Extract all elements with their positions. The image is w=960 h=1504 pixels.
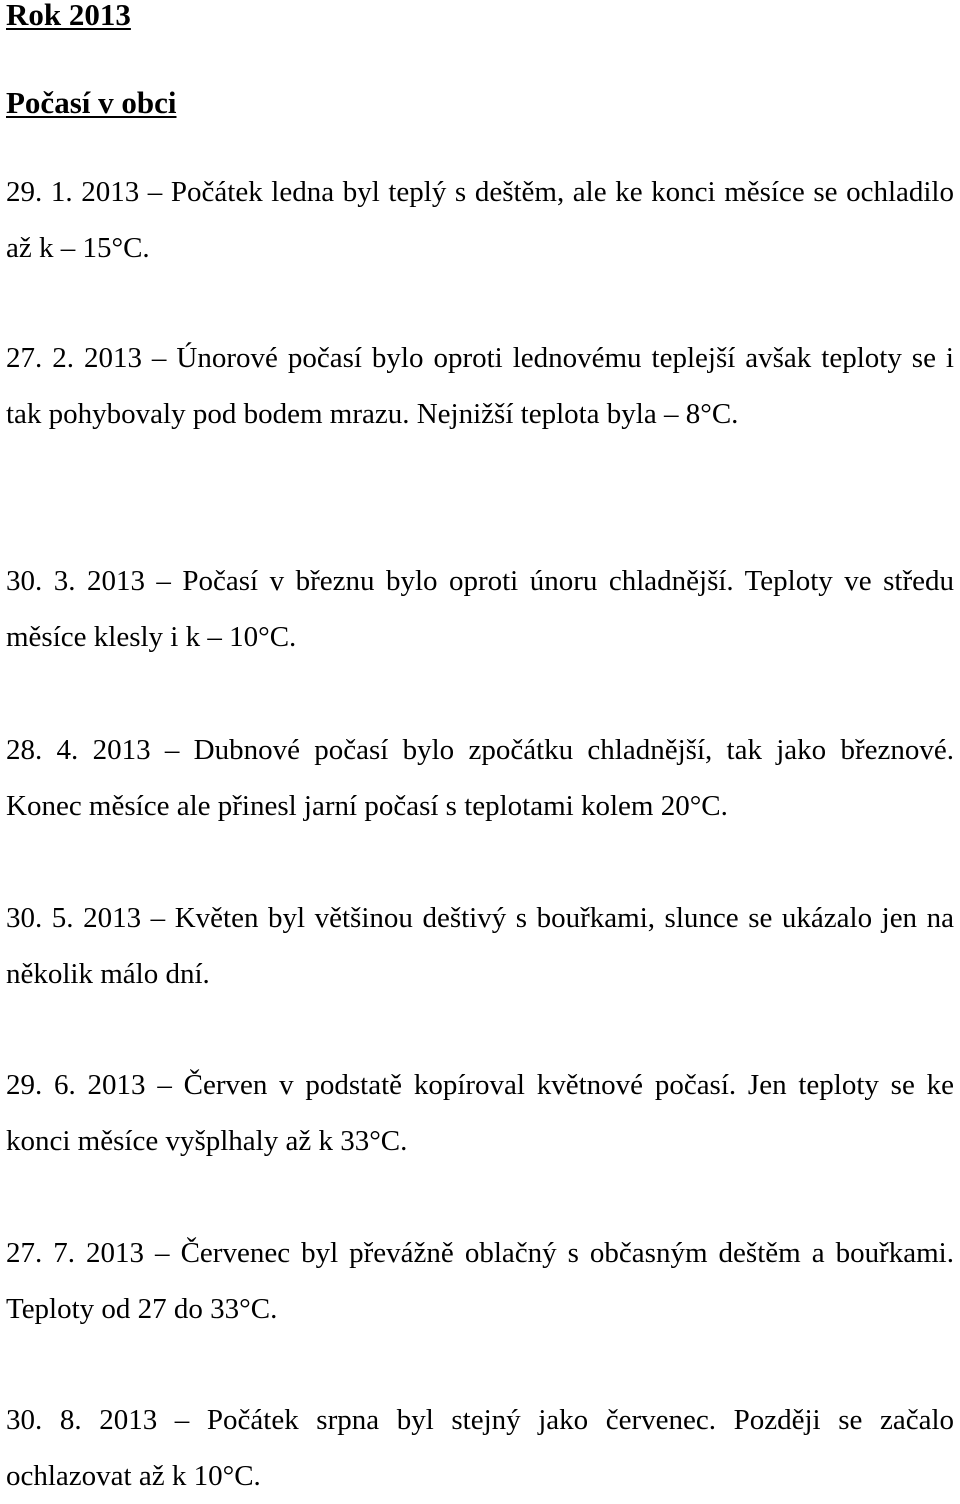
document-title: Rok 2013 — [6, 0, 131, 32]
weather-entry-august: 30. 8. 2013 – Počátek srpna byl stejný jako červenec. Později se začalo ochlazovat až k 10°C. — [6, 1404, 954, 1492]
weather-entry-june: 29. 6. 2013 – Červen v podstatě kopíroval květnové počasí. Jen teploty se ke konci měsíce vyšplhaly až k 33°C. — [6, 1069, 954, 1157]
weather-entry-february: 27. 2. 2013 – Únorové počasí bylo oproti lednovému teplejší avšak teploty se i tak pohybovaly pod bodem mrazu. Nejnižší teplota byla – 8°C. — [6, 342, 954, 430]
weather-entry-january: 29. 1. 2013 – Počátek ledna byl teplý s deštěm, ale ke konci měsíce se ochladilo až k – 15°C. — [6, 176, 954, 264]
weather-entry-april: 28. 4. 2013 – Dubnové počasí bylo zpočátku chladnější, tak jako březnové. Konec měsíce ale přinesl jarní počasí s teplotami kolem 20°C. — [6, 734, 954, 822]
document-subtitle: Počasí v obci — [6, 85, 177, 120]
weather-entry-may: 30. 5. 2013 – Květen byl většinou deštivý s bouřkami, slunce se ukázalo jen na několik málo dní. — [6, 902, 954, 990]
weather-entry-july: 27. 7. 2013 – Červenec byl převážně oblačný s občasným deštěm a bouřkami. Teploty od 27 do 33°C. — [6, 1237, 954, 1325]
weather-entry-march: 30. 3. 2013 – Počasí v březnu bylo oproti únoru chladnější. Teploty ve středu měsíce klesly i k – 10°C. — [6, 565, 954, 653]
